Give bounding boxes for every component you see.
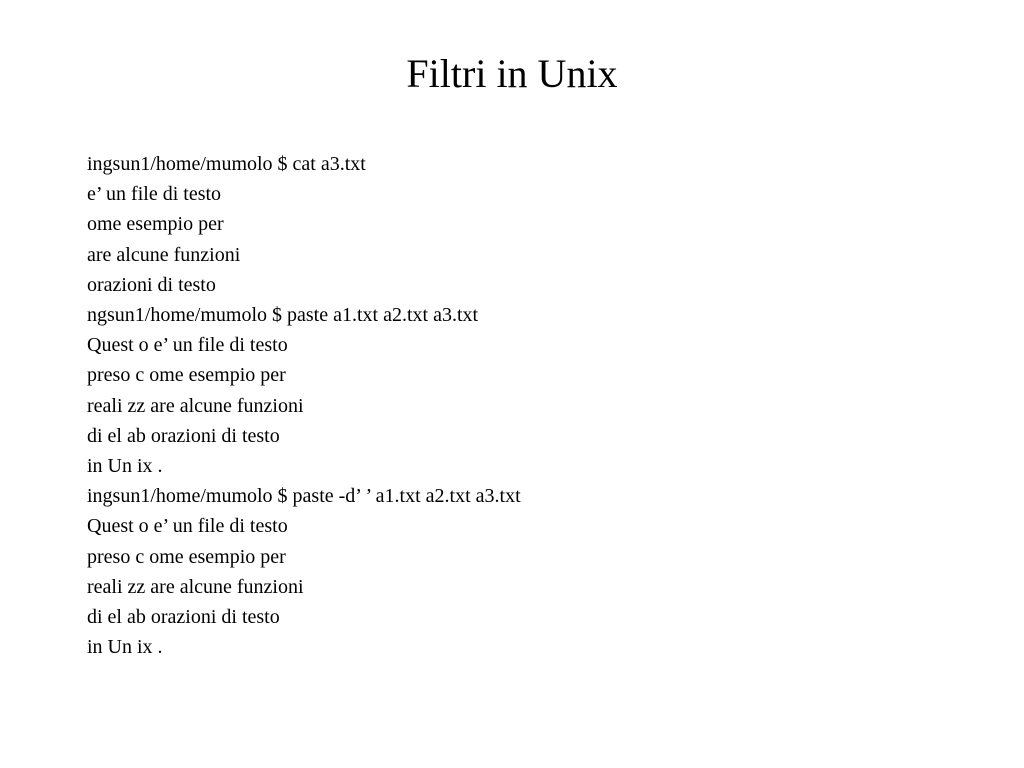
body-line: in Un ix . [87, 636, 163, 659]
slide-title: Filtri in Unix [406, 51, 618, 96]
body-line: ingsun1/home/mumolo $ cat a3.txt [87, 153, 366, 175]
slide-body [87, 149, 521, 662]
body-line: reali zz are alcune funzioni [87, 575, 304, 598]
body-line: orazioni di testo [87, 273, 216, 296]
body-line: are alcune funzioni [87, 243, 241, 266]
body-line: di el ab orazioni di testo [87, 606, 280, 629]
body-line: preso c ome esempio per [87, 364, 286, 387]
body-line: ingsun1/home/mumolo $ paste -d’ ’ a1.txt a2.txt a3.txt [87, 485, 521, 508]
body-line: ngsun1/home/mumolo $ paste a1.txt a2.txt a3.txt [87, 304, 479, 327]
body-line: reali zz are alcune funzioni [87, 394, 304, 417]
body-line: ome esempio per [87, 213, 224, 236]
body-line: Quest o e’ un file di testo [87, 515, 288, 538]
body-line: e’ un file di testo [87, 183, 222, 206]
body-line: in Un ix . [87, 455, 163, 478]
body-line: Quest o e’ un file di testo [87, 334, 288, 357]
body-line: di el ab orazioni di testo [87, 424, 280, 447]
body-line: preso c ome esempio per [87, 545, 286, 568]
